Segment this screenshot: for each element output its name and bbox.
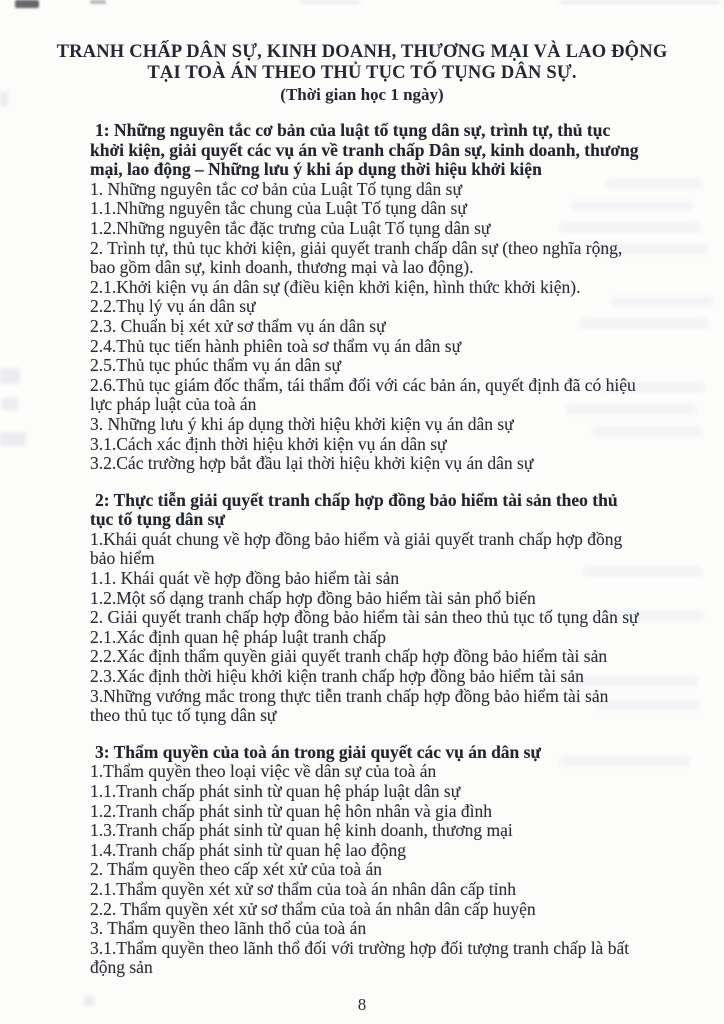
document-subtitle: (Thời gian học 1 ngày): [280, 85, 444, 104]
toc-item: 2.1.Xác định quan hệ pháp luật tranh chấp: [90, 626, 386, 647]
toc-item: 1.3.Tranh chấp phát sinh từ quan hệ kinh doanh, thương mại: [90, 820, 513, 841]
toc-item: 2.4.Thủ tục tiến hành phiên toà sơ thẩm vụ án dân sự: [90, 335, 462, 356]
toc-item: 2.2.Thụ lý vụ án dân sự: [90, 296, 256, 317]
toc-item: 2.2. Thẩm quyền xét xử sơ thẩm của toà án nhân dân cấp huyện: [90, 898, 536, 919]
toc-item: 2.3. Chuẩn bị xét xử sơ thẩm vụ án dân sự: [90, 315, 386, 336]
toc-item: 2. Trình tự, thủ tục khởi kiện, giải quyết tranh chấp dân sự (theo nghĩa rộng, bao gồm dân sự, kinh doanh, thương mại và lao động).: [90, 237, 623, 278]
toc-item: 2.5.Thủ tục phúc thẩm vụ án dân sự: [90, 355, 342, 376]
toc-item: 2.6.Thủ tục giám đốc thẩm, tái thẩm đối với các bản án, quyết định đã có hiệu lực pháp luật của toà án: [90, 374, 636, 415]
section-1: [90, 121, 640, 474]
toc-item: 3.1.Cách xác định thời hiệu khởi kiện vụ án dân sự: [90, 433, 447, 454]
toc-item: 1.2.Một số dạng tranh chấp hợp đồng bảo hiểm tài sản phổ biến: [90, 587, 536, 608]
document-header: [0, 0, 724, 105]
document-title-line2: TẠI TOÀ ÁN THEO THỦ TỤC TỐ TỤNG DÂN SỰ.: [147, 62, 577, 83]
toc-item: 3. Thẩm quyền theo lãnh thổ của toà án: [90, 918, 367, 939]
page-number: 8: [357, 994, 367, 1014]
section-2: [90, 491, 640, 726]
toc-item: 1. Những nguyên tắc cơ bản của Luật Tố tụng dân sự: [90, 178, 462, 199]
toc-item: 3.1.Thẩm quyền theo lãnh thổ đối với trường hợp đối tượng tranh chấp là bất động sản: [90, 937, 630, 978]
toc-item: 1.1.Những nguyên tắc chung của Luật Tố tụng dân sự: [90, 198, 467, 219]
section-2-heading: 2: Thực tiễn giải quyết tranh chấp hợp đồng bảo hiểm tài sản theo thủ tục tố tụng dân sự: [90, 489, 618, 530]
toc-item: 3.2.Các trường hợp bắt đầu lại thời hiệu khởi kiện vụ án dân sự: [90, 453, 534, 474]
toc-item: 2.1.Thẩm quyền xét xử sơ thẩm của toà án nhân dân cấp tỉnh: [90, 878, 516, 899]
toc-item: 3. Những lưu ý khi áp dụng thời hiệu khởi kiện vụ án dân sự: [90, 413, 514, 434]
toc-item: 1.Khái quát chung về hợp đồng bảo hiểm và giải quyết tranh chấp hợp đồng bảo hiểm: [90, 528, 623, 569]
toc-item: 1.1. Khái quát về hợp đồng bảo hiểm tài sản: [90, 568, 400, 589]
toc-item: 1.Thẩm quyền theo loại việc về dân sự của toà án: [90, 761, 437, 782]
toc-item: 2. Giải quyết tranh chấp hợp đồng bảo hiểm tài sản theo thủ tục tố tụng dân sự: [90, 607, 639, 628]
toc-item: 1.2.Những nguyên tắc đặc trưng của Luật Tố tụng dân sự: [90, 217, 491, 238]
toc-item: 2. Thẩm quyền theo cấp xét xử của toà án: [90, 859, 382, 880]
toc-item: 3.Những vướng mắc trong thực tiễn tranh chấp hợp đồng bảo hiểm tài sản theo thủ tục tố tụng dân sự: [90, 685, 609, 726]
toc-item: 1.1.Tranh chấp phát sinh từ quan hệ pháp luật dân sự: [90, 781, 461, 801]
section-1-heading: 1: Những nguyên tắc cơ bản của luật tố tụng dân sự, trình tự, thủ tục khởi kiện, giải quyết các vụ án về tranh chấp Dân sự, kinh doanh, thương mại, lao động – Những lưu ý khi áp dụng thời hiệu khởi kiện: [90, 120, 639, 180]
toc-item: 2.2.Xác định thẩm quyền giải quyết tranh chấp hợp đồng bảo hiểm tài sản: [90, 646, 608, 667]
toc-item: 2.3.Xác định thời hiệu khởi kiện tranh chấp hợp đồng bảo hiểm tài sản: [90, 666, 584, 687]
outline-content: [0, 121, 724, 978]
section-3-heading: 3: Thẩm quyền của toà án trong giải quyết các vụ án dân sự: [95, 741, 541, 762]
section-3: [90, 743, 640, 978]
toc-item: 1.2.Tranh chấp phát sinh từ quan hệ hôn nhân và gia đình: [90, 800, 493, 821]
document-title-line1: TRANH CHẤP DÂN SỰ, KINH DOANH, THƯƠNG MẠI VÀ LAO ĐỘNG: [56, 42, 668, 62]
toc-item: 2.1.Khởi kiện vụ án dân sự (điều kiện khởi kiện, hình thức khởi kiện).: [90, 276, 581, 297]
toc-item: 1.4.Tranh chấp phát sinh từ quan hệ lao động: [90, 839, 407, 860]
page-footer: [0, 995, 724, 1014]
